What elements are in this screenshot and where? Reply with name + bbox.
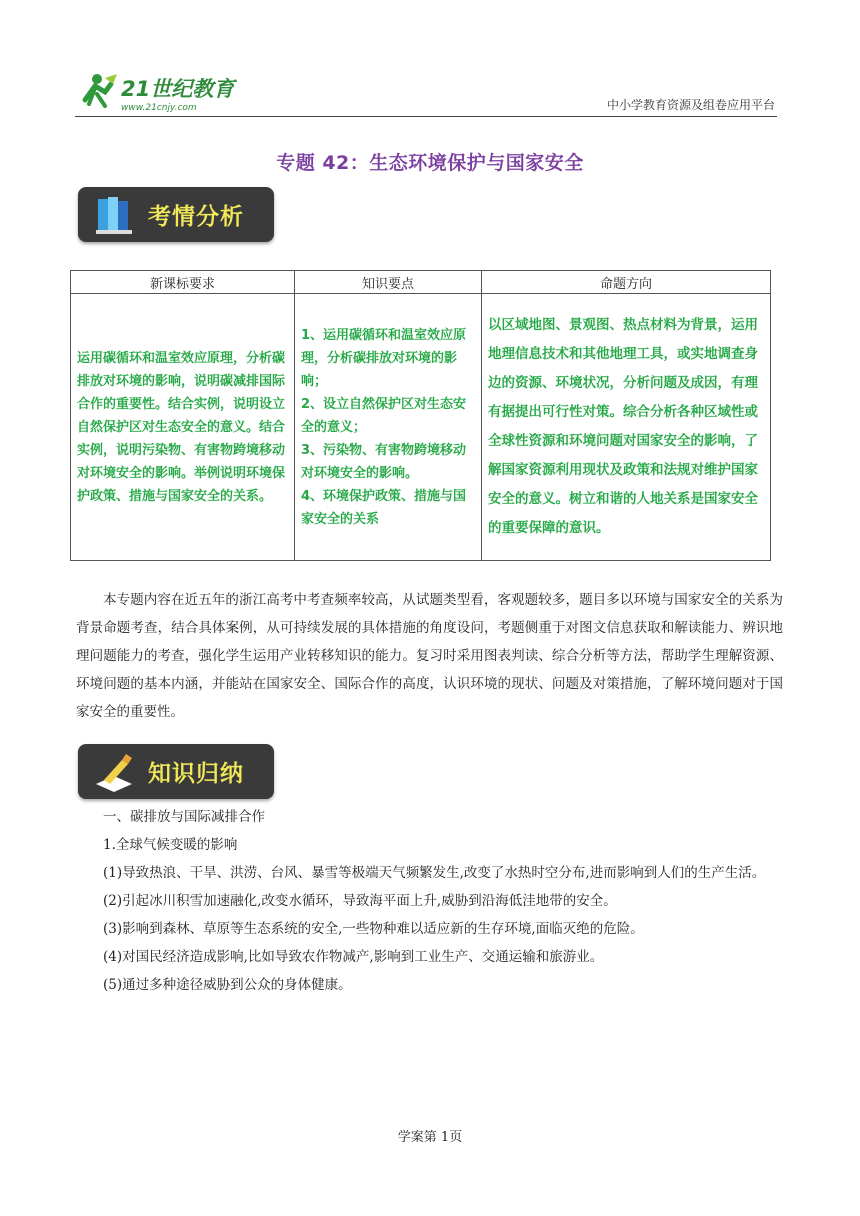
knowledge-item: (3)影响到森林、草原等生态系统的安全,一些物种难以适应新的生存环境,面临灭绝的危险。 <box>103 921 644 937</box>
books-icon <box>92 193 136 237</box>
knowledge-point: 2、设立自然保护区对生态安全的意义； <box>301 396 467 435</box>
pen-book-icon <box>92 750 136 794</box>
intro-paragraph: 本专题内容在近五年的浙江高考中考查频率较高，从试题类型看，客观题较多，题目多以环境与国家安全的关系为背景命题考查，结合具体案例，从可持续发展的具体措施的角度设问，考题侧重于对图文信息获取和解读能力、辨识地理问题能力的考查，强化学生运用产业转移知识的能力。复习时采用图表判读、综合分析等方法，帮助学生理解资源、环境问题的基本内涵，并能站在国家安全、国际合作的高度，认识环境的现状、问题及对策措施，了解环境问题对于国家安全的重要性。 <box>76 592 783 720</box>
curriculum-cell: 运用碳循环和温室效应原理，分析碳排放对环境的影响，说明碳减排国际合作的重要性。结合实例，说明设立自然保护区对生态安全的意义。结合实例，说明污染物、有害物跨境移动对环境安全的影响。举例说明环境保护政策、措施与国家安全的关系。 <box>71 294 295 561</box>
logo-text: 21世纪教育 <box>121 77 235 101</box>
knowledge-item: (4)对国民经济造成影响,比如导致农作物减产,影响到工业生产、交通运输和旅游业。 <box>103 949 604 965</box>
knowledge-heading: 一、碳排放与国际减排合作 <box>103 809 265 825</box>
table-header-curriculum: 新课标要求 <box>71 271 295 294</box>
platform-name: 中小学教育资源及组卷应用平台 <box>606 98 775 112</box>
section-badge-analysis <box>78 187 274 242</box>
page-header <box>75 66 777 117</box>
direction-cell: 以区域地图、景观图、热点材料为背景，运用地理信息技术和其他地理工具，或实地调查身边的资源、环境状况，分析问题及成因，有理有据提出可行性对策。综合分析各种区域性或全球性资源和环境问题对国家安全的影响，了解国家资源利用现状及政策和法规对维护国家安全的意义。树立和谐的人地关系是国家安全的重要保障的意识。 <box>482 294 771 561</box>
runner-icon <box>85 74 117 106</box>
table-header-direction: 命题方向 <box>482 271 771 294</box>
table-row <box>71 294 771 561</box>
knowledge-item: (2)引起冰川积雪加速融化,改变水循环，导致海平面上升,威胁到沿海低洼地带的安全。 <box>103 893 617 909</box>
knowledge-point: 3、污染物、有害物跨境移动对环境安全的影响。 <box>301 442 467 481</box>
logo-url: www.21cnjy.com <box>121 103 197 113</box>
knowledge-item: (5)通过多种途径威胁到公众的身体健康。 <box>103 977 352 993</box>
knowledge-cell <box>295 294 482 561</box>
knowledge-point: 4、环境保护政策、措施与国家安全的关系 <box>301 488 467 527</box>
table-header-knowledge: 知识要点 <box>295 271 482 294</box>
page-footer: 学案第 1页 <box>397 1130 463 1145</box>
section-badge-knowledge <box>78 744 274 799</box>
table-header-row <box>71 271 771 294</box>
knowledge-point: 1、运用碳循环和温室效应原理，分析碳排放对环境的影响； <box>301 327 467 389</box>
section-label-analysis: 考情分析 <box>148 204 244 230</box>
knowledge-subheading: 1.全球气候变暖的影响 <box>103 837 238 853</box>
section-label-knowledge: 知识归纳 <box>148 761 244 787</box>
page-title: 专题 42：生态环境保护与国家安全 <box>276 152 584 174</box>
requirements-table <box>70 270 771 561</box>
logo <box>75 70 245 114</box>
knowledge-content <box>76 803 783 999</box>
knowledge-item: (1)导致热浪、干旱、洪涝、台风、暴雪等极端天气频繁发生,改变了水热时空分布,进而影响到人们的生产生活。 <box>103 865 766 881</box>
